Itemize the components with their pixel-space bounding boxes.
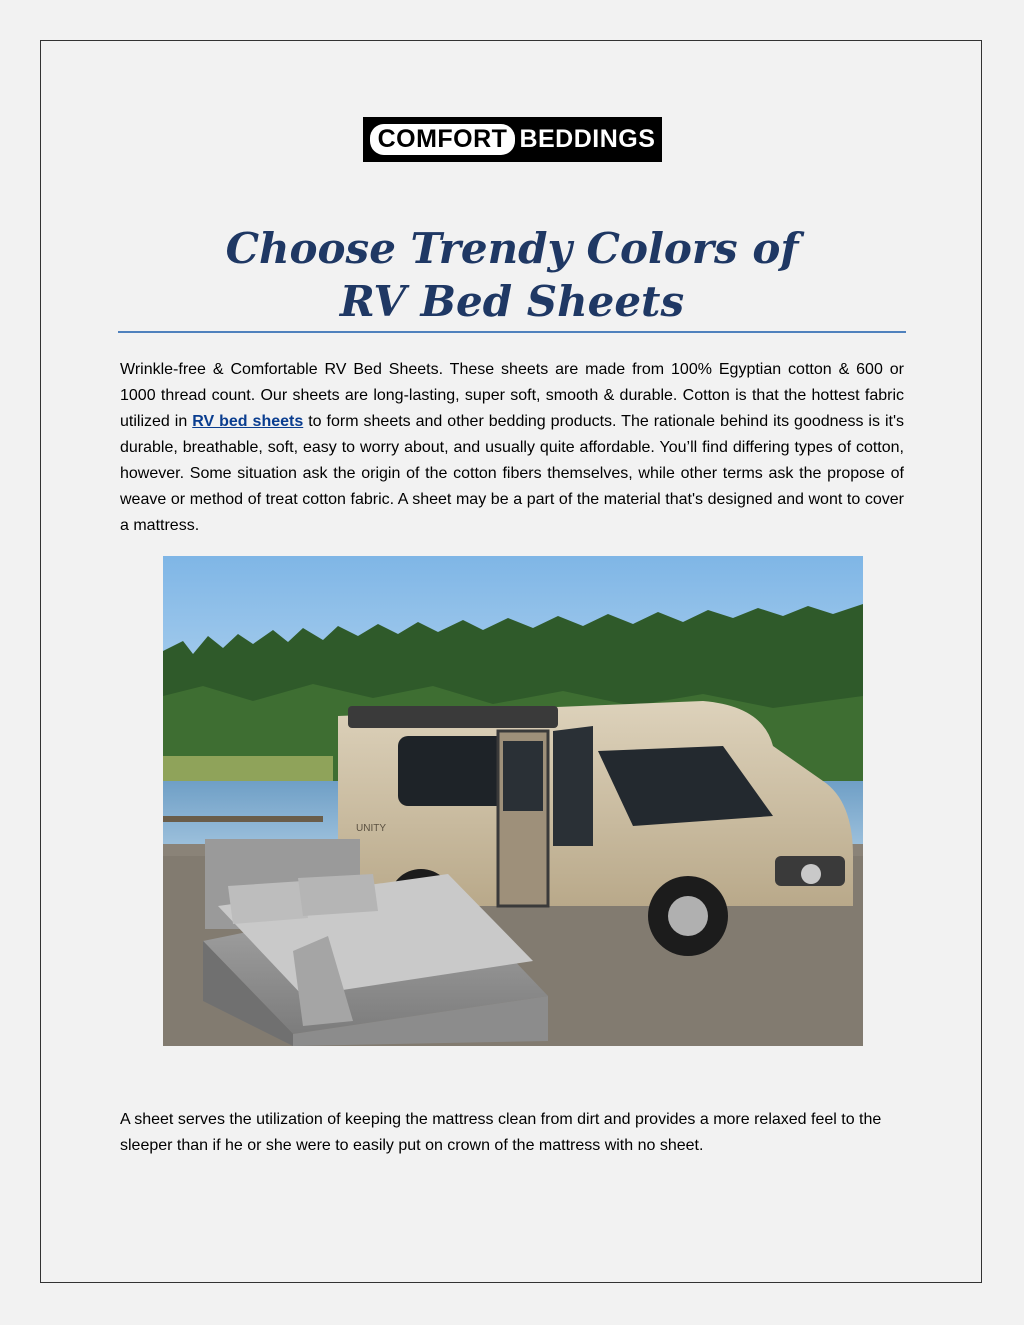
logo-beddings-text: BEDDINGS [519, 125, 656, 153]
closing-paragraph: A sheet serves the utilization of keeping the mattress clean from dirt and provides a more relaxed feel to the sleeper than if he or she were to easily put on crown of the mattress with no sheet. [120, 1111, 882, 1154]
page-title [118, 222, 906, 328]
intro-text-before-link: Wrinkle-free & Comfortable RV Bed Sheets. These sheets are made from 100% Egyptian cotton & 600 or 1000 thread count. Our sheets are long-lasting, super soft, smooth & durable. Cotton is that the hottest fabric utilized in [120, 361, 904, 430]
rv-side-text: UNITY [356, 823, 386, 834]
title-line-2: RV Bed Sheets [339, 277, 685, 326]
title-line-1: Choose Trendy Colors of [225, 224, 799, 273]
intro-text-after-link: to form sheets and other bedding products. The rationale behind its goodness is it's durable, breathable, soft, easy to worry about, and usually quite affordable. You’ll find differing types of cotton, however. Some situation ask the origin of the cotton fibers themselves, while other terms ask the propose of weave or method of treat cotton fabric. A sheet may be a part of the material that's designed and wont to cover a mattress. [120, 413, 905, 534]
rv-bed-sheets-link[interactable]: RV bed sheets [192, 413, 304, 430]
title-divider [118, 331, 906, 333]
dock [163, 816, 323, 822]
intro-paragraph [120, 357, 904, 539]
logo-comfort-text: COMFORT [370, 124, 516, 155]
rv-and-bed-photo [163, 556, 863, 1046]
brand-logo [363, 117, 662, 162]
